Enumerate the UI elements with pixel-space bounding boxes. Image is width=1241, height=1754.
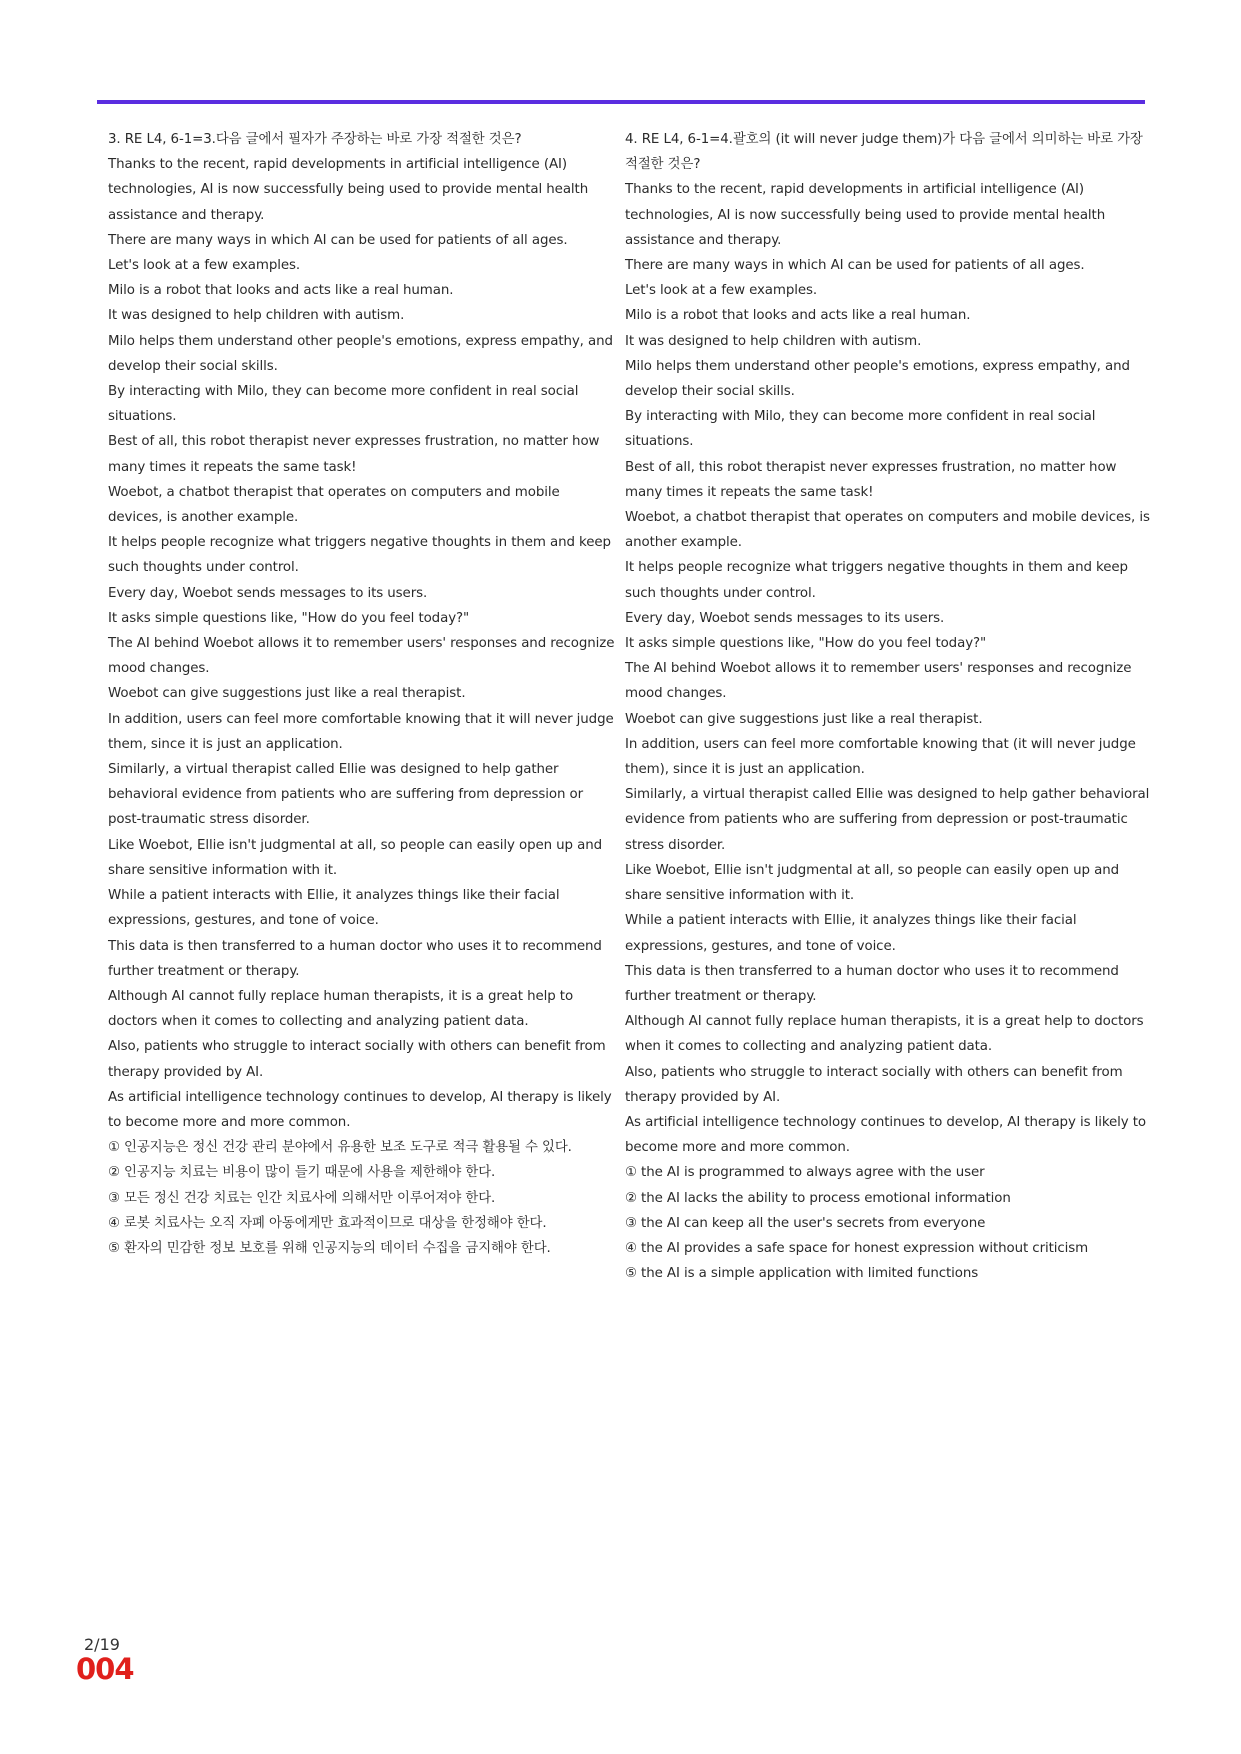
passage-sentence: Thanks to the recent, rapid developments in artificial intelligence (AI) technologies, AI is now successfully being used to provide mental health assistance and therapy.	[108, 157, 589, 223]
answer-choice-3[interactable]: ③ the AI can keep all the user's secrets from everyone	[625, 1215, 986, 1231]
passage-sentence: Let's look at a few examples.	[108, 258, 301, 274]
passage-sentence: It asks simple questions like, "How do you feel today?"	[625, 636, 987, 652]
passage-sentence: Woebot, a chatbot therapist that operates on computers and mobile devices, is another example.	[108, 484, 560, 526]
passage-sentence: Let's look at a few examples.	[625, 283, 818, 299]
answer-choice-1[interactable]: ① the AI is programmed to always agree with the user	[625, 1165, 985, 1181]
question-3	[108, 127, 618, 1261]
passage-sentence: Every day, Woebot sends messages to its users.	[625, 610, 945, 626]
answer-choice-2[interactable]: ② 인공지능 치료는 비용이 많이 들기 때문에 사용을 제한해야 한다.	[108, 1165, 496, 1181]
question-3-passage	[108, 152, 618, 1135]
passage-sentence: Best of all, this robot therapist never expresses frustration, no matter how many times it repeats the same task!	[625, 459, 1117, 500]
passage-sentence: Although AI cannot fully replace human therapists, it is a great help to doctors when it comes to collecting and analyzing patient data.	[108, 988, 574, 1030]
passage-sentence: Milo helps them understand other people's emotions, express empathy, and develop their social skills.	[625, 358, 1130, 400]
passage-sentence: Milo helps them understand other people's emotions, express empathy, and develop their social skills.	[108, 333, 613, 374]
passage-sentence: The AI behind Woebot allows it to remember users' responses and recognize mood changes.	[625, 661, 1132, 702]
passage-sentence: Every day, Woebot sends messages to its users.	[108, 585, 428, 601]
question-3-title: 3. RE L4, 6-1=3.다음 글에서 필자가 주장하는 바로 가장 적절한 것은?	[108, 132, 522, 147]
answer-choice-5[interactable]: ⑤ the AI is a simple application with limited functions	[625, 1266, 979, 1282]
passage-sentence: Woebot can give suggestions just like a real therapist.	[108, 686, 466, 702]
question-4-title: 4. RE L4, 6-1=4.괄호의 (it will never judge them)가 다음 글에서 의미하는 바로 가장 적절한 것은?	[625, 132, 1143, 173]
passage-sentence: By interacting with Milo, they can become more confident in real social situations.	[625, 409, 1096, 450]
passage-sentence: By interacting with Milo, they can become more confident in real social situations.	[108, 384, 579, 425]
passage-sentence: Woebot can give suggestions just like a real therapist.	[625, 711, 983, 727]
passage-sentence: This data is then transferred to a human doctor who uses it to recommend further treatment or therapy.	[108, 938, 602, 979]
passage-sentence: There are many ways in which AI can be used for patients of all ages.	[625, 258, 1085, 274]
answer-choice-5[interactable]: ⑤ 환자의 민감한 정보 보호를 위해 인공지능의 데이터 수집을 금지해야 한다.	[108, 1240, 551, 1256]
page-number: 2/19	[84, 1635, 120, 1654]
passage-sentence: In addition, users can feel more comfortable knowing that (it will never judge them), since it is just an application.	[625, 736, 1136, 778]
passage-sentence: The AI behind Woebot allows it to remember users' responses and recognize mood changes.	[108, 636, 615, 677]
answer-choice-1[interactable]: ① 인공지능은 정신 건강 관리 분야에서 유용한 보조 도구로 적극 활용될 수 있다.	[108, 1140, 572, 1156]
answer-choice-3[interactable]: ③ 모든 정신 건강 치료는 인간 치료사에 의해서만 이루어져야 한다.	[108, 1190, 496, 1206]
document-code: 004	[76, 1652, 134, 1686]
passage-sentence: Woebot, a chatbot therapist that operates on computers and mobile devices, is another example.	[625, 510, 1150, 551]
passage-sentence: There are many ways in which AI can be used for patients of all ages.	[108, 232, 568, 248]
answer-choice-4[interactable]: ④ 로봇 치료사는 오직 자폐 아동에게만 효과적이므로 대상을 한정해야 한다.	[108, 1215, 547, 1231]
question-4-choices	[625, 1160, 1150, 1286]
passage-sentence: It was designed to help children with autism.	[625, 333, 922, 349]
passage-sentence: Best of all, this robot therapist never expresses frustration, no matter how many times it repeats the same task!	[108, 434, 600, 475]
passage-sentence: It asks simple questions like, "How do you feel today?"	[108, 610, 470, 626]
passage-sentence: This data is then transferred to a human doctor who uses it to recommend further treatment or therapy.	[625, 963, 1119, 1004]
passage-sentence: While a patient interacts with Ellie, it analyzes things like their facial expressions, gestures, and tone of voice.	[625, 913, 1077, 954]
passage-sentence: Thanks to the recent, rapid developments in artificial intelligence (AI) technologies, AI is now successfully being used to provide mental health assistance and therapy.	[625, 182, 1106, 248]
answer-choice-4[interactable]: ④ the AI provides a safe space for honest expression without criticism	[625, 1240, 1089, 1256]
passage-sentence: Milo is a robot that looks and acts like a real human.	[625, 308, 971, 324]
passage-sentence: It was designed to help children with autism.	[108, 308, 405, 324]
question-4	[625, 127, 1150, 1286]
passage-sentence: It helps people recognize what triggers negative thoughts in them and keep such thoughts under control.	[108, 535, 611, 576]
passage-sentence: Milo is a robot that looks and acts like a real human.	[108, 283, 454, 299]
passage-sentence: Also, patients who struggle to interact socially with others can benefit from therapy provided by AI.	[625, 1064, 1123, 1105]
question-4-passage	[625, 177, 1150, 1160]
passage-sentence: Also, patients who struggle to interact socially with others can benefit from therapy provided by AI.	[108, 1039, 606, 1080]
passage-sentence: While a patient interacts with Ellie, it analyzes things like their facial expressions, gestures, and tone of voice.	[108, 888, 560, 929]
passage-sentence: Like Woebot, Ellie isn't judgmental at all, so people can easily open up and share sensitive information with it.	[108, 837, 602, 878]
passage-sentence: Similarly, a virtual therapist called Ellie was designed to help gather behavioral evidence from patients who are suffering from depression or post-traumatic stress disorder.	[108, 762, 584, 828]
passage-sentence: Although AI cannot fully replace human therapists, it is a great help to doctors when it comes to collecting and analyzing patient data.	[625, 1014, 1144, 1055]
passage-sentence: As artificial intelligence technology continues to develop, AI therapy is likely to become more and more common.	[108, 1089, 612, 1130]
passage-sentence: In addition, users can feel more comfortable knowing that it will never judge them, since it is just an application.	[108, 711, 614, 752]
passage-sentence: Similarly, a virtual therapist called Ellie was designed to help gather behavioral evidence from patients who are suffering from depression or post-traumatic stress disorder.	[625, 787, 1150, 853]
header-divider	[97, 100, 1145, 104]
passage-sentence: Like Woebot, Ellie isn't judgmental at all, so people can easily open up and share sensitive information with it.	[625, 862, 1119, 904]
answer-choice-2[interactable]: ② the AI lacks the ability to process emotional information	[625, 1190, 1011, 1206]
passage-sentence: As artificial intelligence technology continues to develop, AI therapy is likely to become more and more common.	[625, 1114, 1146, 1156]
question-3-choices	[108, 1135, 618, 1261]
passage-sentence: It helps people recognize what triggers negative thoughts in them and keep such thoughts under control.	[625, 560, 1128, 601]
